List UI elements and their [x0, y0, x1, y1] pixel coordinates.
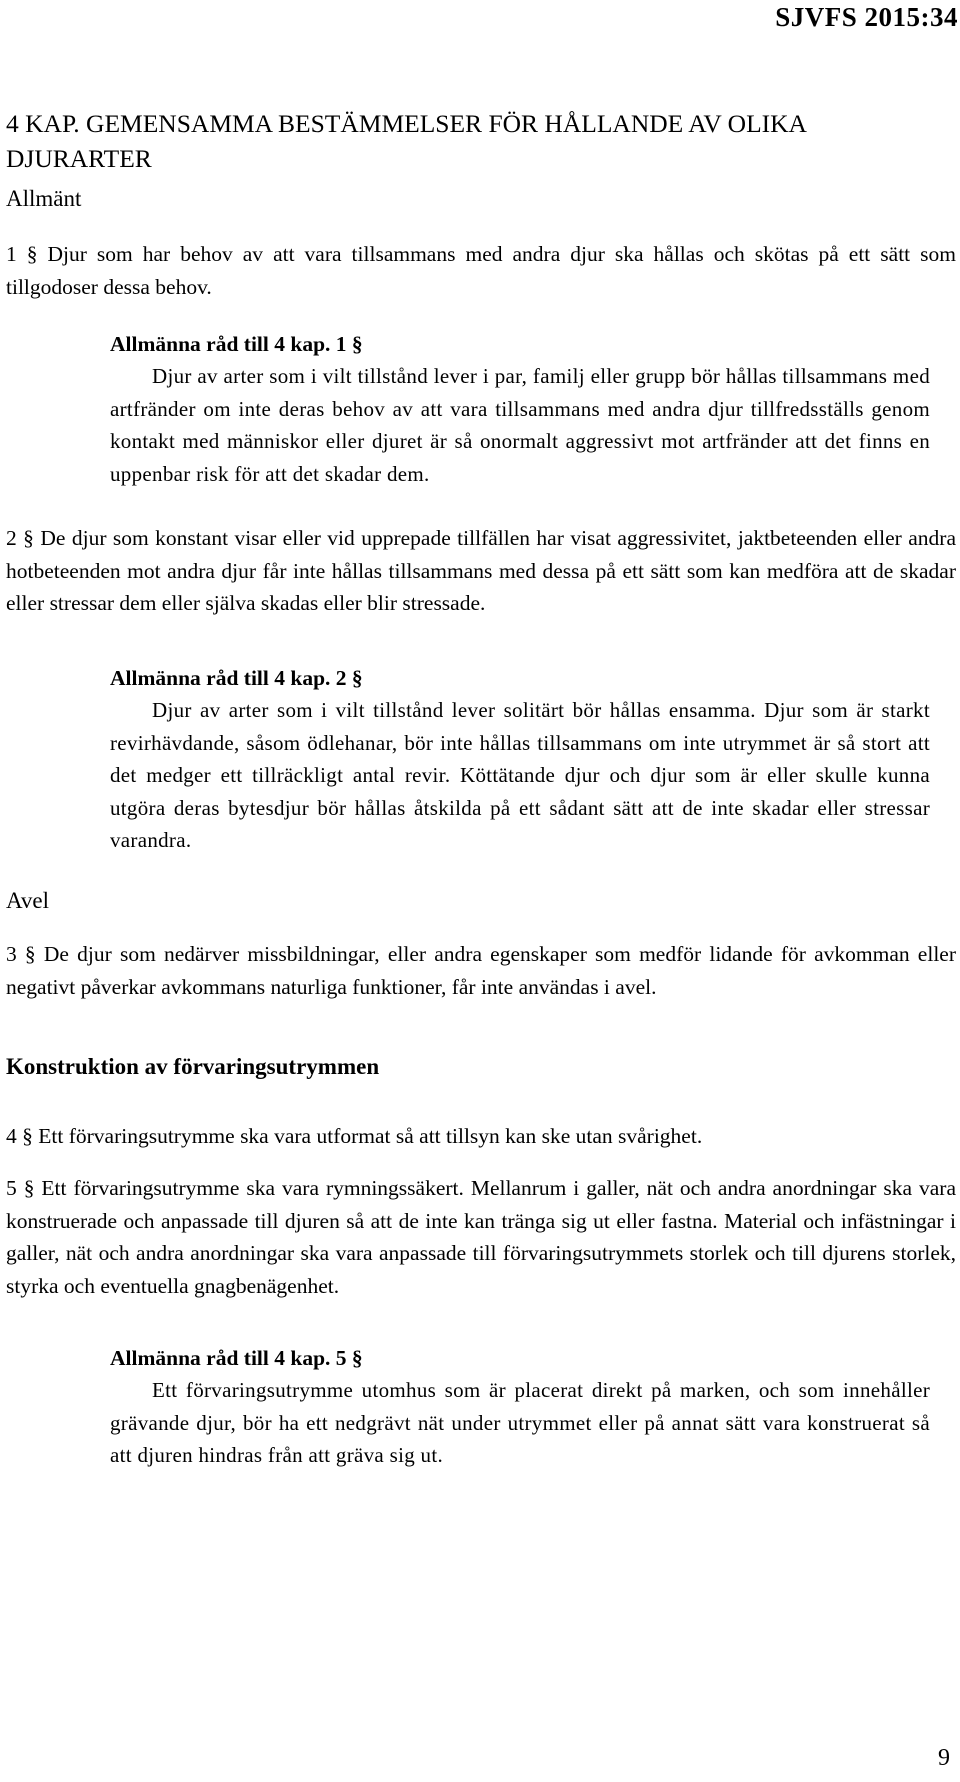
paragraph-1: 1 § Djur som har behov av att vara tillsammans med andra djur ska hållas och skötas på ett sätt som tillgodoser dessa behov. — [6, 242, 956, 299]
general-advice-1 — [110, 328, 930, 490]
advice-title: Allmänna råd till 4 kap. 1 § — [110, 332, 363, 356]
page-number: 9 — [938, 1745, 950, 1771]
general-advice-2 — [110, 662, 930, 857]
document-code: SJVFS 2015:34 — [775, 2, 958, 32]
advice-body: Djur av arter som i vilt tillstånd lever solitärt bör hållas ensamma. Djur som är starkt revirhävdande, såsom ödlehanar, bör inte hållas tillsammans om inte utrymmet är så stort att det medger ett tillräckligt antal revir. Köttätande djur och djur som är eller skulle kunna utgöra deras bytesdjur bör hållas åtskilda på ett sådant sätt att de inte skadar eller stressar varandra. — [110, 698, 930, 852]
section-heading-construction: Konstruktion av förvaringsutrymmen — [6, 1054, 380, 1079]
paragraph-4: 4 § Ett förvaringsutrymme ska vara utformat så att tillsyn kan ske utan svårighet. — [6, 1124, 703, 1148]
section-heading-general: Allmänt — [6, 186, 82, 211]
section-heading-breeding: Avel — [6, 888, 50, 913]
advice-title: Allmänna råd till 4 kap. 2 § — [110, 666, 363, 690]
advice-body: Djur av arter som i vilt tillstånd lever i par, familj eller grupp bör hållas tillsammans med artfränder om inte deras behov av att vara tillsammans med andra djur tillfredsställs genom kontakt med människor eller djuret är så onormalt aggressivt mot artfränder att det finns en uppenbar risk för att det skadar dem. — [110, 364, 930, 486]
paragraph-3: 3 § De djur som nedärver missbildningar, eller andra egenskaper som medför lidande för avkomman eller negativt påverkar avkommans naturliga funktioner, får inte användas i avel. — [6, 942, 956, 999]
general-advice-5 — [110, 1342, 930, 1472]
paragraph-2: 2 § De djur som konstant visar eller vid upprepade tillfällen har visat aggressivitet, jaktbeteenden eller andra hotbeteenden mot andra djur får inte hållas tillsammans med dessa på ett sätt som kan medföra att de skadar eller stressar dem eller själva skadas eller blir stressade. — [6, 526, 956, 615]
advice-title: Allmänna råd till 4 kap. 5 § — [110, 1346, 363, 1370]
chapter-title: 4 KAP. GEMENSAMMA BESTÄMMELSER FÖR HÅLLANDE AV OLIKA DJURARTER — [6, 109, 806, 173]
advice-body: Ett förvaringsutrymme utomhus som är placerat direkt på marken, och som innehåller grävande djur, bör ha ett nedgrävt nät under utrymmet eller på annat sätt vara konstruerat så att djuren hindras från att gräva sig ut. — [110, 1378, 930, 1467]
paragraph-5: 5 § Ett förvaringsutrymme ska vara rymningssäkert. Mellanrum i galler, nät och andra anordningar ska vara konstruerade och anpassade till djuren så att de inte kan tränga sig ut eller fastna. Material och infästningar i galler, nät och andra anordningar ska vara anpassade till förvaringsutrymmets storlek och till djurens storlek, styrka och eventuella gnagbenägenhet. — [6, 1176, 956, 1298]
